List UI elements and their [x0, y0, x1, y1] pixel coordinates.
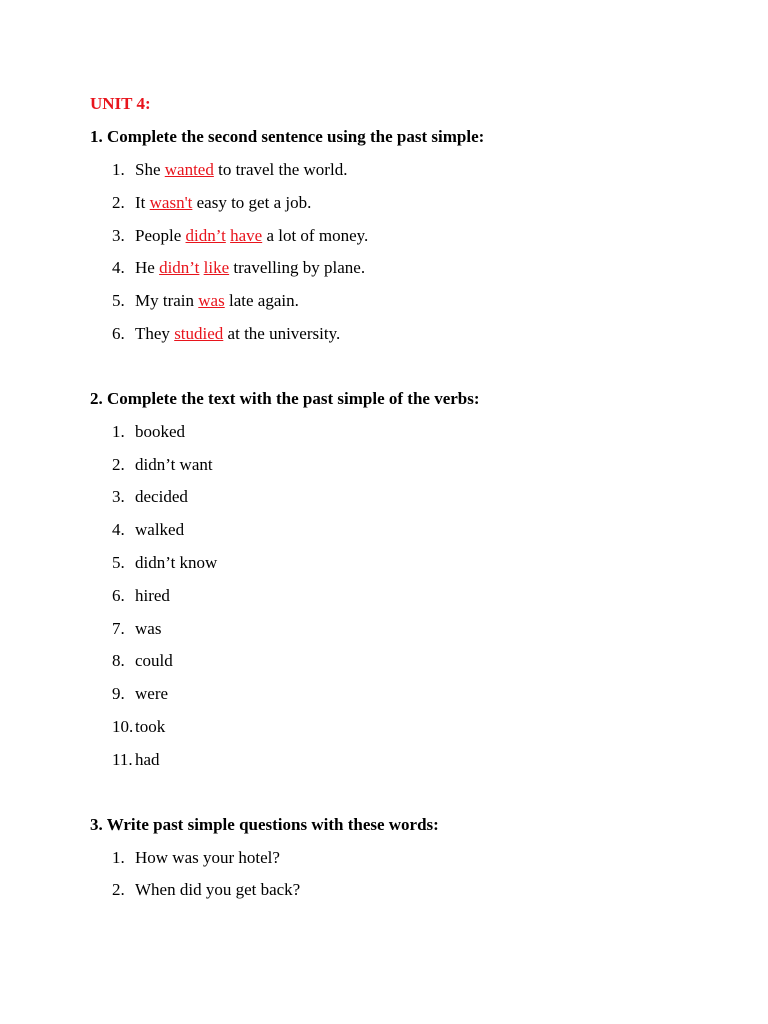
list-item: 3. People didn’t have a lot of money.	[112, 225, 369, 245]
section-1-heading: 1. Complete the second sentence using the past simple:	[90, 127, 485, 146]
list-item: 2. It wasn't easy to get a job.	[112, 192, 312, 212]
list-item-text: took	[135, 716, 166, 736]
list-item	[90, 683, 710, 716]
section-3-heading: 3. Write past simple questions with these words:	[90, 814, 439, 834]
list-number: 3.	[112, 225, 125, 245]
list-item-text: was	[135, 618, 162, 638]
spacer	[90, 782, 710, 814]
list-number: 4.	[112, 258, 125, 278]
list-item-text: had	[135, 749, 160, 769]
list-item	[90, 585, 710, 618]
answer-word: studied	[174, 323, 224, 343]
section-3-list	[90, 847, 710, 913]
list-item-text: hired	[135, 585, 170, 605]
answer-word: was	[198, 291, 225, 311]
list-item-text: How was your hotel?	[135, 847, 280, 867]
list-number: 2.	[112, 880, 125, 900]
list-number: 3.	[112, 487, 125, 507]
list-number: 7.	[112, 618, 125, 638]
list-item-text: didn’t want	[135, 454, 213, 474]
list-item-text: didn’t know	[135, 552, 218, 572]
list-item: 6. They studied at the university.	[112, 323, 341, 343]
list-item-text: booked	[135, 421, 186, 441]
list-item	[90, 716, 710, 749]
list-item	[90, 421, 710, 454]
list-number: 6.	[112, 585, 125, 605]
list-number: 10.	[112, 716, 134, 736]
list-number: 2.	[112, 454, 125, 474]
list-item-text: When did you get back?	[135, 880, 301, 900]
list-item-text: decided	[135, 487, 188, 507]
list-number: 5.	[112, 291, 125, 311]
answer-word: like	[203, 258, 230, 278]
answer-word: wanted	[164, 160, 214, 179]
list-number: 2.	[112, 192, 125, 212]
spacer	[90, 356, 710, 388]
list-item	[90, 650, 710, 683]
list-item	[90, 847, 710, 880]
unit-title: UNIT 4:	[90, 94, 151, 113]
list-item	[90, 486, 710, 519]
list-item-text: could	[135, 651, 173, 671]
list-item	[90, 618, 710, 651]
list-number: 8.	[112, 651, 125, 671]
list-number: 1.	[112, 160, 125, 179]
list-number: 5.	[112, 552, 125, 572]
list-number: 1.	[112, 847, 125, 867]
answer-word: didn’t	[159, 258, 200, 278]
list-item	[90, 519, 710, 552]
list-number: 11.	[112, 749, 133, 769]
answer-word: didn’t	[185, 225, 226, 245]
section-2-list	[90, 421, 710, 782]
list-item: 4. He didn’t like travelling by plane.	[112, 258, 366, 278]
section-2-heading: 2. Complete the text with the past simple of the verbs:	[90, 388, 480, 408]
list-item-text: walked	[135, 520, 185, 540]
list-item	[90, 454, 710, 487]
list-number: 4.	[112, 520, 125, 540]
list-item	[90, 749, 710, 782]
worksheet-page	[90, 93, 710, 912]
list-item	[90, 552, 710, 585]
list-number: 6.	[112, 323, 125, 343]
answer-word: have	[230, 225, 263, 245]
answer-word: wasn't	[149, 192, 193, 212]
section-1-list	[90, 159, 710, 356]
list-item-text: were	[135, 684, 169, 704]
list-item: 1. She wanted to travel the world.	[112, 160, 348, 179]
list-item: 5. My train was late again.	[112, 291, 299, 311]
list-number: 9.	[112, 684, 125, 704]
list-number: 1.	[112, 421, 125, 441]
list-item	[90, 879, 710, 912]
